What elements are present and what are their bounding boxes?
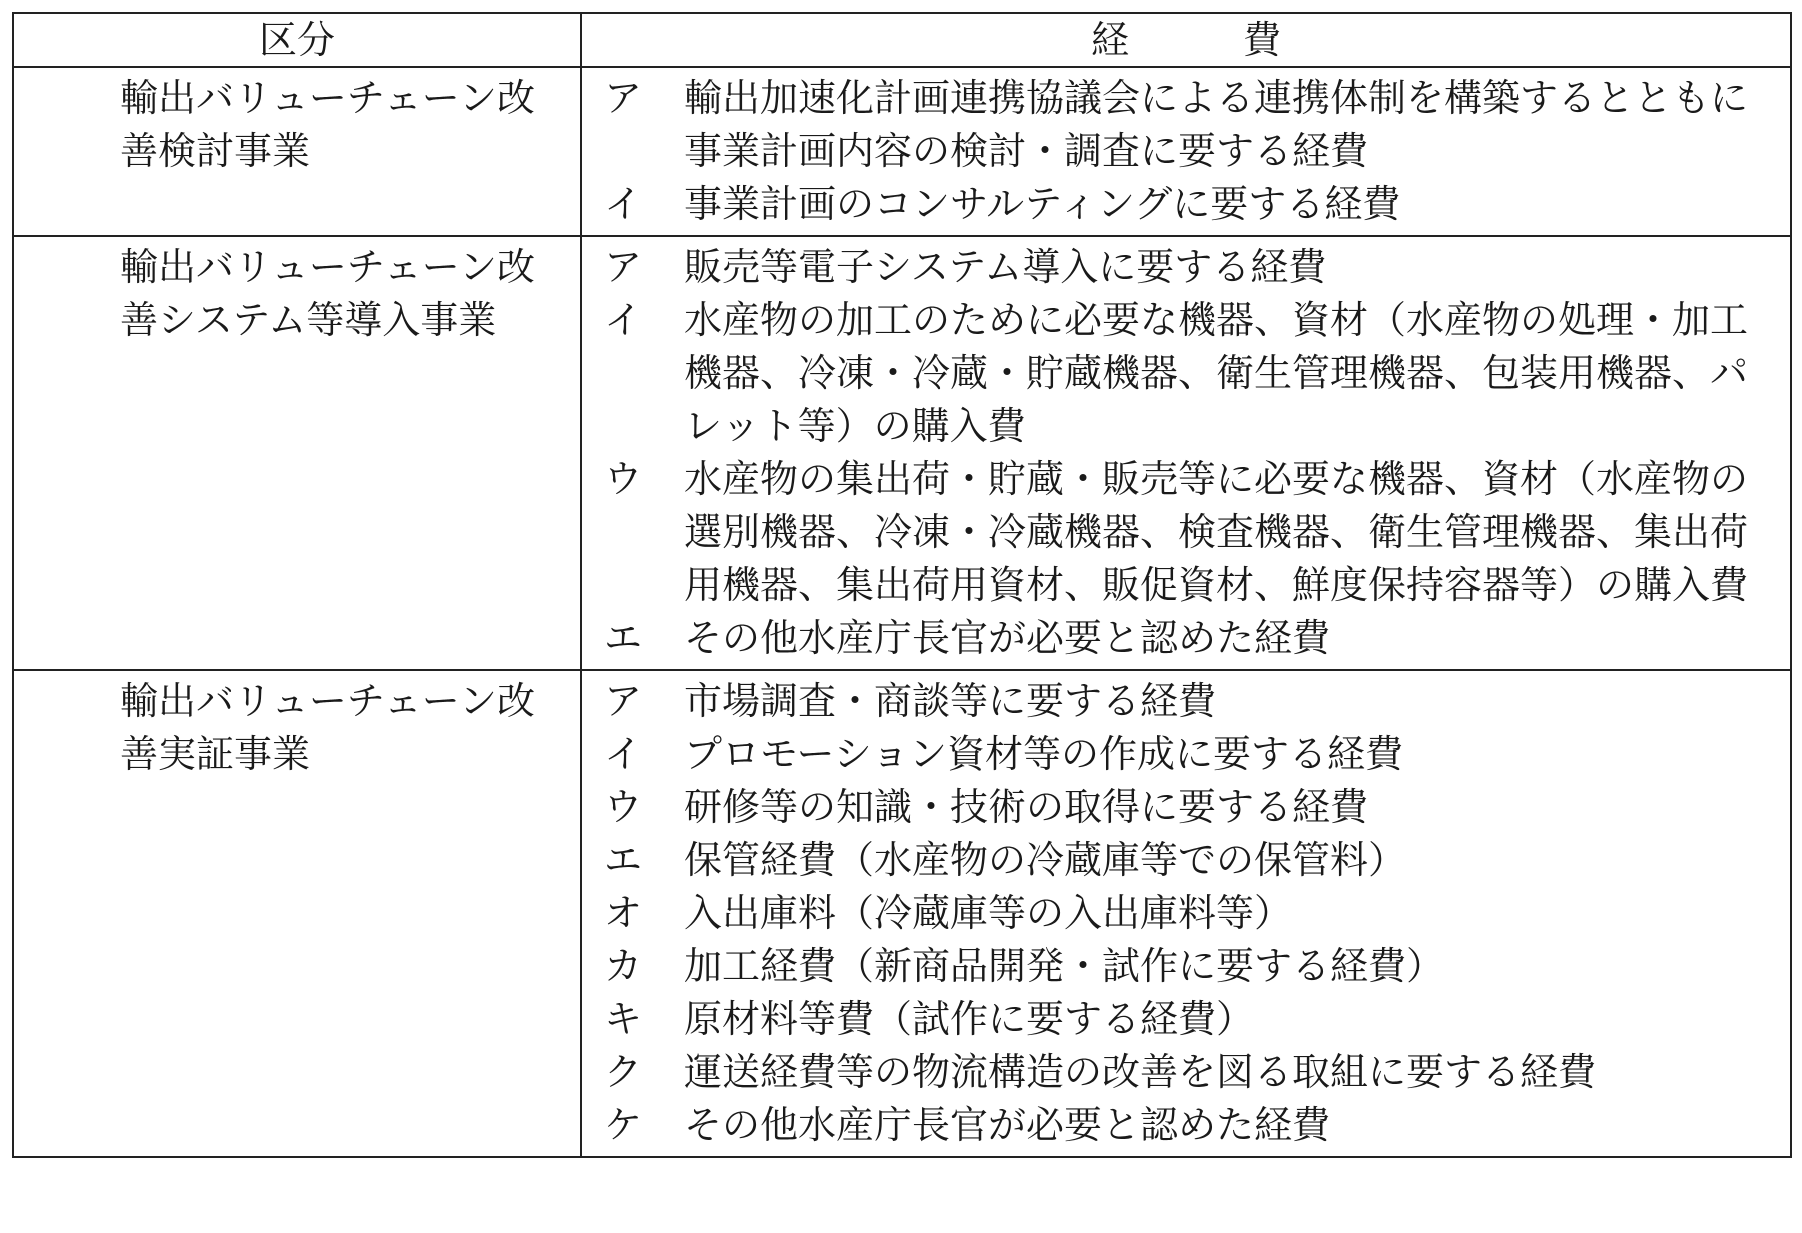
expense-item-text: 運送経費等の物流構造の改善を図る取組に要する経費 <box>684 1050 1597 1094</box>
category-title-3 <box>28 675 572 781</box>
category-label-2: 輸出バリューチェーン改善システム等導入事業 <box>120 245 535 342</box>
expense-item-mark: ケ <box>604 1103 643 1147</box>
expense-item <box>604 72 1772 178</box>
category-cell-2 <box>13 236 581 670</box>
expense-item-mark: ウ <box>604 457 643 501</box>
expense-item-text: 加工経費（新商品開発・試作に要する経費） <box>684 944 1445 988</box>
expense-item <box>604 241 1772 294</box>
expense-item-text: 入出庫料（冷蔵庫等の入出庫料等） <box>684 891 1293 935</box>
expense-item <box>604 294 1772 453</box>
table-row-2 <box>13 236 1791 670</box>
table-row-3 <box>13 670 1791 1157</box>
expense-item <box>604 993 1772 1046</box>
expense-item <box>604 781 1772 834</box>
category-cell-1 <box>13 67 581 236</box>
expense-item-text: プロモーション資材等の作成に要する経費 <box>684 732 1403 776</box>
expense-item <box>604 940 1772 993</box>
category-cell-3 <box>13 670 581 1157</box>
expense-item-mark: ア <box>604 245 643 289</box>
header-expense-right: 費 <box>1243 18 1282 62</box>
expense-item <box>604 453 1772 612</box>
expense-item-text: 研修等の知識・技術の取得に要する経費 <box>684 785 1369 829</box>
expense-cell-1 <box>581 67 1791 236</box>
expense-item-text: 事業計画のコンサルティングに要する経費 <box>684 182 1401 226</box>
expense-cell-3 <box>581 670 1791 1157</box>
header-row <box>13 13 1791 67</box>
expense-item <box>604 728 1772 781</box>
category-number-1 <box>28 72 120 125</box>
expense-item <box>604 887 1772 940</box>
category-number-3 <box>28 675 120 728</box>
header-expense-left: 経 <box>1090 18 1129 62</box>
expense-item-text: その他水産庁長官が必要と認めた経費 <box>684 616 1331 660</box>
expense-item-mark: オ <box>604 891 643 935</box>
expense-item <box>604 834 1772 887</box>
header-expense <box>581 13 1791 67</box>
expense-item-mark: イ <box>604 182 643 226</box>
expense-item-mark: ア <box>604 76 643 120</box>
expense-item-text: 原材料等費（試作に要する経費） <box>684 997 1255 1041</box>
table-row-1 <box>13 67 1791 236</box>
expense-item-text: 水産物の加工のために必要な機器、資材（水産物の処理・加工機器、冷凍・冷蔵・貯蔵機器、衛生管理機器、包装用機器、パレット等）の購入費 <box>684 298 1749 448</box>
expense-item-text: 輸出加速化計画連携協議会による連携体制を構築するとともに事業計画内容の検討・調査に要する経費 <box>684 76 1749 173</box>
category-number-2 <box>28 241 120 294</box>
expense-item-mark: イ <box>604 732 643 776</box>
expense-item-text: 水産物の集出荷・貯蔵・販売等に必要な機器、資材（水産物の選別機器、冷凍・冷蔵機器、検査機器、衛生管理機器、集出荷用機器、集出荷用資材、販促資材、鮮度保持容器等）の購入費 <box>684 457 1749 607</box>
expense-cell-2 <box>581 236 1791 670</box>
expense-item-mark: エ <box>604 616 643 660</box>
expense-item-text: 保管経費（水産物の冷蔵庫等での保管料） <box>684 838 1407 882</box>
expense-item-mark: キ <box>604 997 643 1041</box>
category-label-3: 輸出バリューチェーン改善実証事業 <box>120 679 535 776</box>
expense-item-text: その他水産庁長官が必要と認めた経費 <box>684 1103 1331 1147</box>
expense-item <box>604 675 1772 728</box>
expense-item-mark: ア <box>604 679 643 723</box>
expense-item-mark: ク <box>604 1050 643 1094</box>
expense-table <box>12 12 1792 1158</box>
category-label-1: 輸出バリューチェーン改善検討事業 <box>120 76 535 173</box>
expense-item-text: 販売等電子システム導入に要する経費 <box>684 245 1327 289</box>
expense-item <box>604 1099 1772 1152</box>
expense-item-text: 市場調査・商談等に要する経費 <box>684 679 1217 723</box>
expense-item <box>604 1046 1772 1099</box>
expense-item-mark: カ <box>604 944 643 988</box>
category-title-1 <box>28 72 572 178</box>
expense-item <box>604 612 1772 665</box>
expense-item-mark: イ <box>604 298 643 342</box>
expense-item <box>604 178 1772 231</box>
expense-item-mark: ウ <box>604 785 643 829</box>
expense-item-mark: エ <box>604 838 643 882</box>
header-category: 区分 <box>13 13 581 67</box>
category-title-2 <box>28 241 572 347</box>
